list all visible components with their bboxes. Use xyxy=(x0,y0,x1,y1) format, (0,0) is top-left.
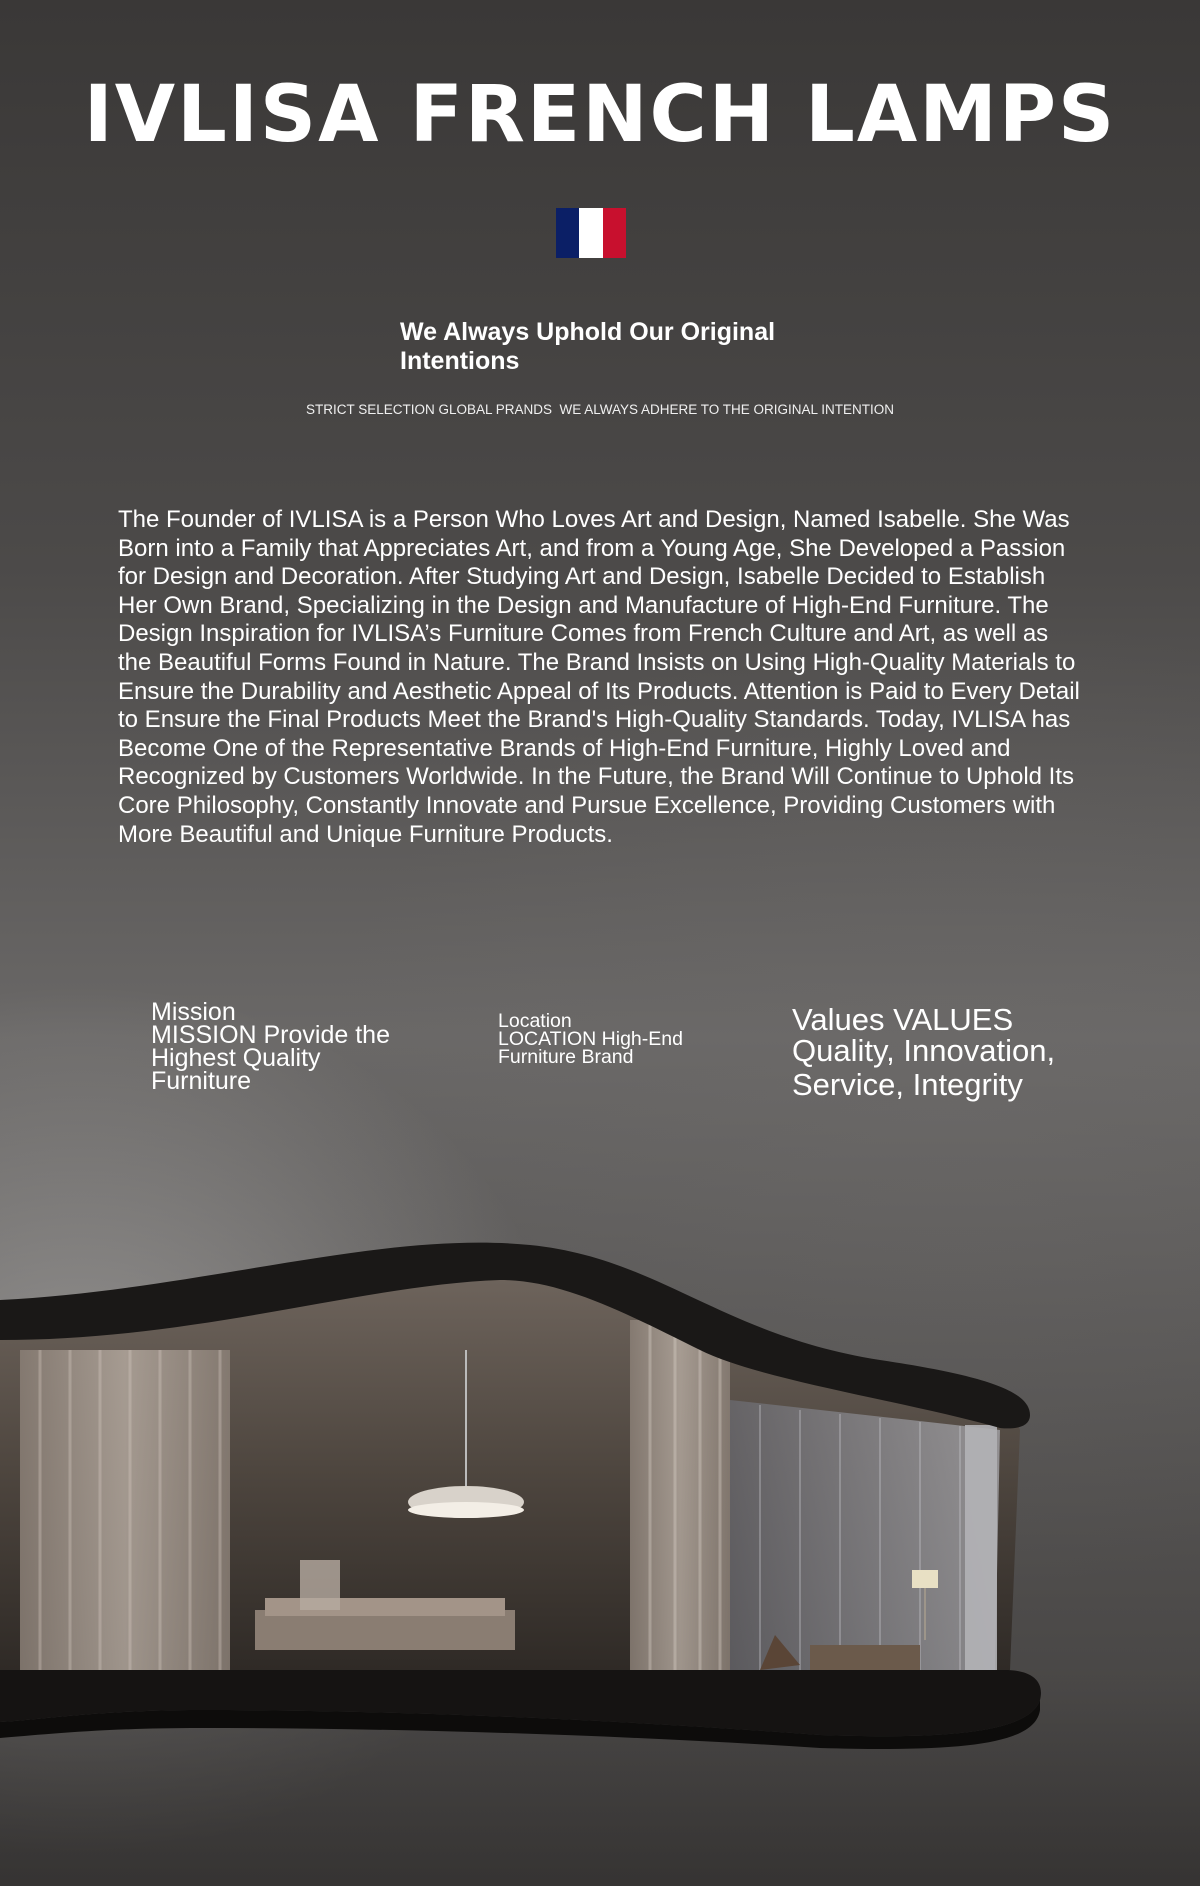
about-text: The Founder of IVLISA is a Person Who Loves Art and Design, Named Isabelle. She Was Born into a Family that Appreciates Art, and from a Young Age, She Developed a Passion for Design and Decoration. After Studying Art and Design, Isabelle Decided to Establish Her Own Brand, Specializing in the Design and Manufacture of High-End Furniture. The Design Inspiration for IVLISA’s Furniture Comes from French Culture and Art, as well as the Beautiful Forms Found in Nature. The Brand Insists on Using High-Quality Materials to Ensure the Durability and Aesthetic Appeal of Its Products. Attention is Paid to Every Detail to Ensure the Final Products Meet the Brand's High-Quality Standards. Today, IVLISA has Become One of the Representative Brands of High-End Furniture, Highly Loved and Recognized by Customers Worldwide. In the Future, the Brand Will Continue to Uphold Its Core Philosophy, Constantly Innovate and Pursue Excellence, Providing Customers with More Beautiful and Unique Furniture Products. xyxy=(118,506,1080,848)
values-heading: Values VALUES xyxy=(792,1002,1014,1037)
values-block xyxy=(792,1002,1092,1102)
section-subtitle: We Always Uphold Our Original Intentions xyxy=(400,318,776,375)
pavilion-illustration xyxy=(0,1240,1200,1886)
location-heading: Location xyxy=(498,1010,572,1032)
location-body: LOCATION High-End Furniture Brand xyxy=(498,1028,683,1068)
page-title: IVLISA FRENCH LAMPS xyxy=(83,70,1117,160)
mission-heading: Mission xyxy=(151,998,236,1026)
tagline: STRICT SELECTION GLOBAL PRANDS WE ALWAYS ADHERE TO THE ORIGINAL INTENTION xyxy=(305,402,895,417)
values-body: Quality, Innovation, Service, Integrity xyxy=(792,1033,1056,1102)
mission-body: MISSION Provide the Highest Quality Furniture xyxy=(151,1021,390,1095)
mission-block xyxy=(151,998,401,1095)
france-flag-icon xyxy=(556,208,626,258)
location-block xyxy=(498,1012,698,1066)
